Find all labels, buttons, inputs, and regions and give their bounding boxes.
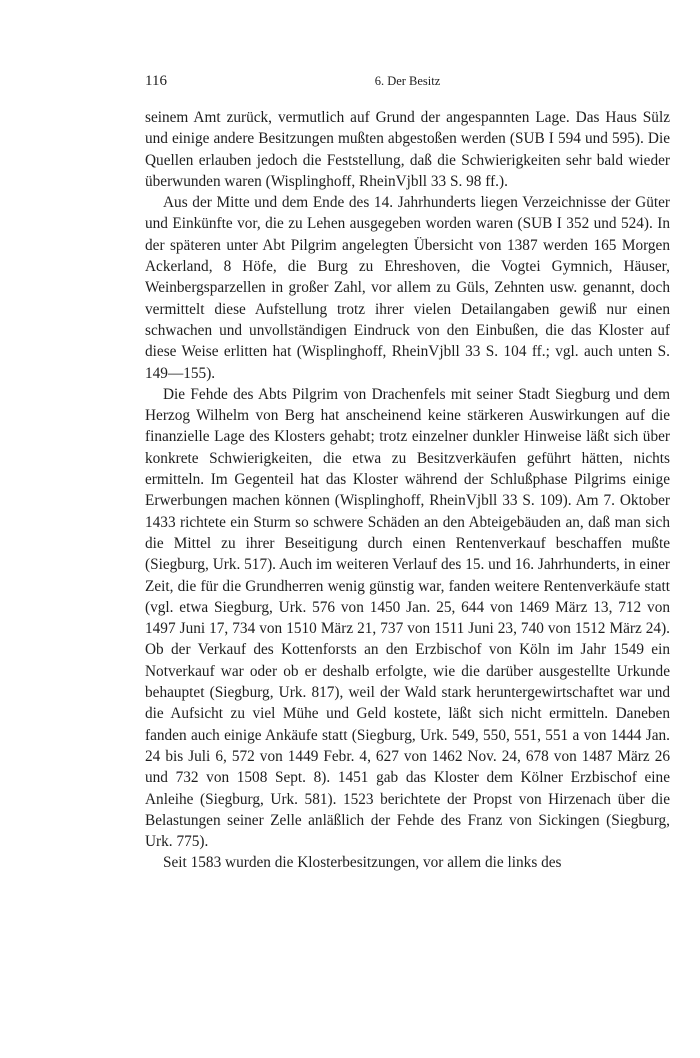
- page-header: [145, 73, 670, 95]
- body-text: [145, 107, 670, 874]
- book-page: [145, 73, 670, 874]
- paragraph: Seit 1583 wurden die Klosterbesitzungen, vor allem die links des: [163, 854, 562, 872]
- paragraph: Aus der Mitte und dem Ende des 14. Jahrhunderts liegen Verzeichnisse der Güter und Einkünfte vor, die zu Lehen ausgegeben worden waren (SUB I 352 und 524). In der späteren unter Abt Pilgrim angelegten Übersicht von 1387 werden 165 Morgen Ackerland, 8 Höfe, die Burg zu Ehreshoven, die Vogtei Gymnich, Häuser, Weinbergsparzellen in großer Zahl, vor allem zu Güls, Zehnten usw. genannt, doch vermittelt diese Aufstellung trotz ihrer vielen Detailangaben gewiß nur einen schwachen und unvollständigen Eindruck von den Einbußen, die das Kloster auf diese Weise erlitten hat (Wisplinghoff, RheinVjbll 33 S. 104 ff.; vgl. auch unten S. 149—155).: [145, 194, 670, 382]
- running-head: 6. Der Besitz: [374, 74, 441, 88]
- page-number: 116: [145, 73, 167, 89]
- paragraph: Die Fehde des Abts Pilgrim von Drachenfels mit seiner Stadt Siegburg und dem Herzog Wilhelm von Berg hat anscheinend keine stärkeren Auswirkungen auf die finanzielle Lage des Klosters gehabt; trotz einzelner dunkler Hinweise läßt sich über konkrete Schwierigkeiten, die etwa zu Besitzverkäufen geführt hätten, nichts ermitteln. Im Gegenteil hat das Kloster während der Schlußphase Pilgrims einige Erwerbungen machen können (Wisplinghoff, RheinVjbll 33 S. 109). Am 7. Oktober 1433 richtete ein Sturm so schwere Schäden an den Abteigebäuden an, daß man sich die Mittel zu ihrer Beseitigung durch einen Rentenverkauf beschaffen mußte (Siegburg, Urk. 517). Auch im weiteren Verlauf des 15. und 16. Jahrhunderts, in einer Zeit, die für die Grundherren wenig günstig war, fanden weitere Rentenverkäufe statt (vgl. etwa Siegburg, Urk. 576 von 1450 Jan. 25, 644 von 1469 März 13, 712 von 1497 Juni 17, 734 von 1510 März 21, 737 von 1511 Juni 23, 740 von 1512 März 24). Ob der Verkauf des Kottenforsts an den Erzbischof von Köln im Jahr 1549 ein Notverkauf war oder ob er deshalb erfolgte, wie die darüber ausgestellte Urkunde behauptet (Siegburg, Urk. 817), weil der Wald stark heruntergewirtschaftet war und die Aufsicht zu viel Mühe und Geld kostete, läßt sich nicht ermitteln. Daneben fanden auch einige Ankäufe statt (Siegburg, Urk. 549, 550, 551, 551 a von 1444 Jan. 24 bis Juli 6, 572 von 1449 Febr. 4, 627 von 1462 Nov. 24, 678 von 1487 März 26 und 732 von 1508 Sept. 8). 1451 gab das Kloster dem Kölner Erzbischof eine Anleihe (Siegburg, Urk. 581). 1523 berichtete der Propst von Hirzenach über die Belastungen seiner Zelle anläßlich der Fehde des Franz von Sickingen (Siegburg, Urk. 775).: [145, 385, 670, 851]
- paragraph: seinem Amt zurück, vermutlich auf Grund der angespannten Lage. Das Haus Sülz und einige andere Besitzungen mußten abgestoßen werden (SUB I 594 und 595). Die Quellen erlauben jedoch die Feststellung, daß die Schwierigkeiten sehr bald wieder überwunden waren (Wisplinghoff, RheinVjbll 33 S. 98 ff.).: [145, 109, 670, 190]
